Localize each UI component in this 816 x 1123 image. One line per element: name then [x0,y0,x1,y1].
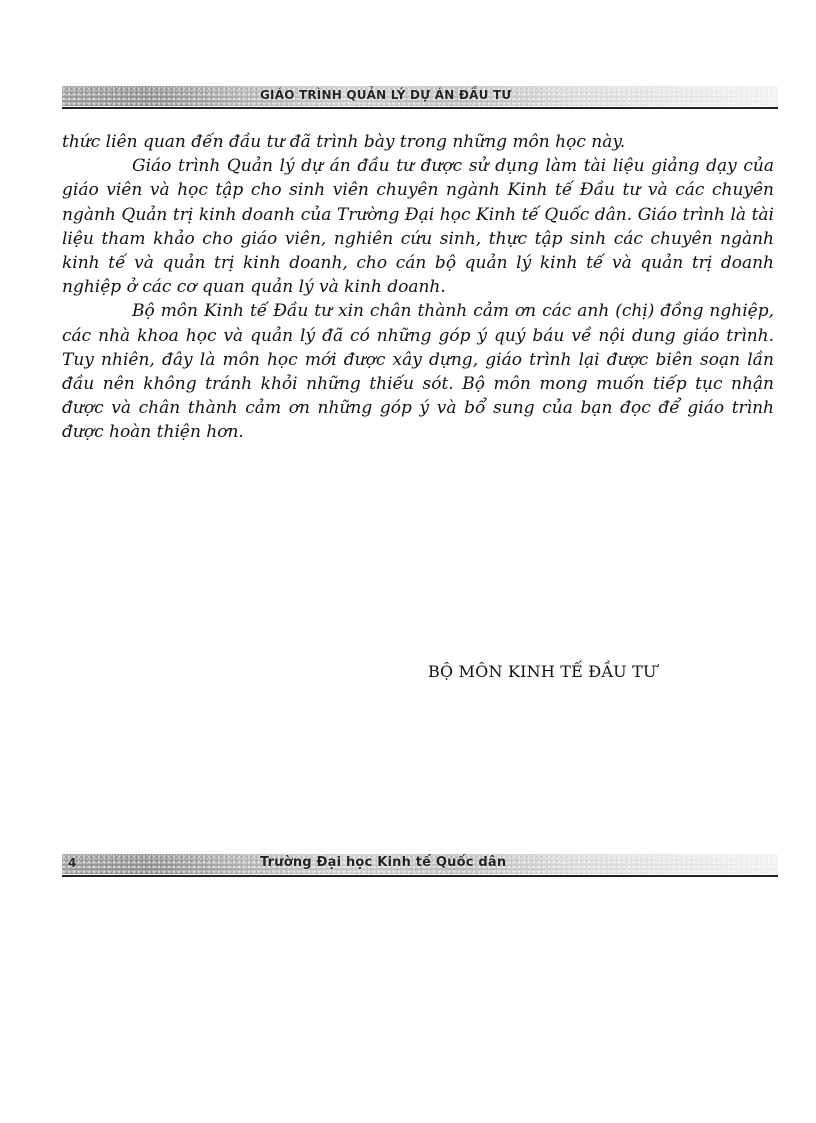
paragraph-acknowledgement: Bộ môn Kinh tế Đầu tư xin chân thành cảm ơn các anh (chị) đồng nghiệp, các nhà khoa học và quản lý đã có những góp ý quý báu về nội dung giáo trình. Tuy nhiên, đây là môn học mới được xây dựng, giáo trình lại được biên soạn lần đầu nên không tránh khỏi những thiếu sót. Bộ môn mong muốn tiếp tục nhận được và chân thành cảm ơn những góp ý và bổ sung của bạn đọc để giáo trình được hoàn thiện hơn. [62,301,774,443]
paragraph-continuation: thức liên quan đến đầu tư đã trình bày trong những môn học này. [62,132,626,152]
running-footer [62,854,778,874]
running-header [62,86,778,106]
page-body [62,130,774,445]
header-rule [62,107,778,109]
footer-rule [62,875,778,877]
page-number: 4 [68,856,77,870]
signature: BỘ MÔN KINH TẾ ĐẦU TƯ [428,662,657,681]
paragraph-purpose: Giáo trình Quản lý dự án đầu tư được sử dụng làm tài liệu giảng dạy của giáo viên và học tập cho sinh viên chuyên ngành Kinh tế Đầu tư và các chuyên ngành Quản trị kinh doanh của Trường Đại học Kinh tế Quốc dân. Giáo trình là tài liệu tham khảo cho giáo viên, nghiên cứu sinh, thực tập sinh các chuyên ngành kinh tế và quản trị kinh doanh, cho cán bộ quản lý kinh tế và quản trị doanh nghiệp ở các cơ quan quản lý và kinh doanh. [62,156,774,298]
footer-title: Trường Đại học Kinh tế Quốc dân [260,855,507,870]
header-title: GIÁO TRÌNH QUẢN LÝ DỰ ÁN ĐẦU TƯ [260,88,512,102]
